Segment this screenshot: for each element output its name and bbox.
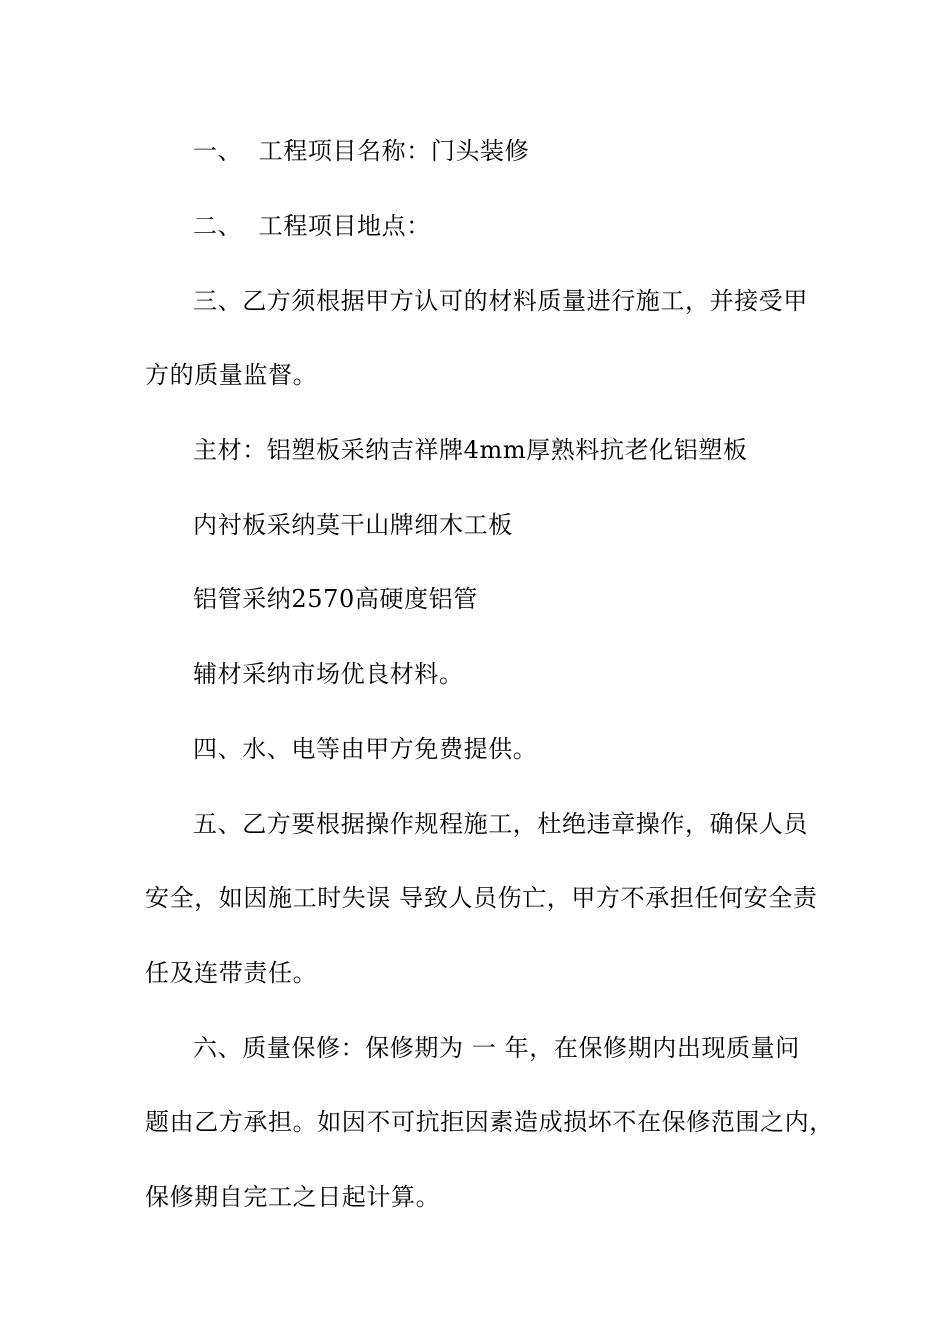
clause-2-project-location: 二、 工程项目地点： [193, 212, 431, 240]
clause-3-line-2: 方的质量监督。 [145, 361, 318, 389]
lining-board-line: 内衬板采纳莫干山牌细木工板 [193, 511, 513, 539]
clause-4-utilities: 四、水、电等由甲方免费提供。 [193, 735, 538, 763]
clause-1-project-name: 一、 工程项目名称：门头装修 [193, 137, 530, 165]
clause-6-line-3: 保修期自完工之日起计算。 [145, 1183, 441, 1211]
clause-5-line-1: 五、乙方要根据操作规程施工，杜绝违章操作，确保人员 [193, 810, 808, 838]
clause-3-line-1: 三、乙方须根据甲方认可的材料质量进行施工，并接受甲 [193, 287, 808, 315]
clause-6-line-2: 题由乙方承担。如因不可抗拒因素造成损坏不在保修范围之内， [145, 1108, 834, 1136]
clause-5-line-3: 任及连带责任。 [145, 959, 318, 987]
clause-6-line-1: 六、质量保修：保修期为 一 年，在保修期内出现质量问 [193, 1034, 800, 1062]
auxiliary-material-line: 辅材采纳市场优良材料。 [193, 660, 464, 688]
main-material-line: 主材：铝塑板采纳吉祥牌4mm厚熟料抗老化铝塑板 [193, 436, 748, 464]
clause-5-line-2: 安全，如因施工时失误 导致人员伤亡，甲方不承担任何安全责 [145, 884, 818, 912]
aluminum-pipe-line: 铝管采纳2570高硬度铝管 [193, 585, 478, 613]
